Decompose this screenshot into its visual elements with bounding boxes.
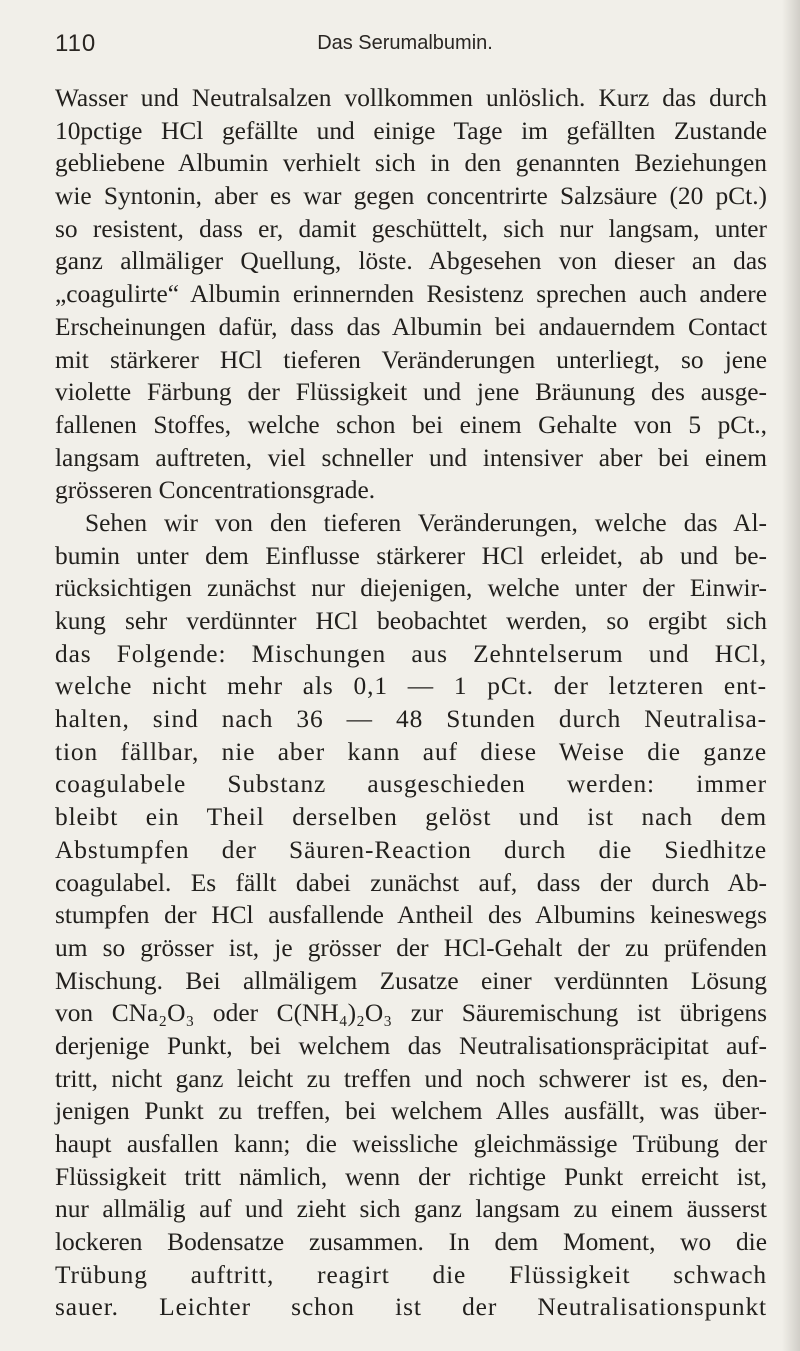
page-edge-shadow — [782, 0, 800, 1351]
text-line: langsam auftreten, viel schneller und intensiver aber bei einem — [55, 443, 767, 472]
emphasis-line: welche nicht mehr als 0,1 — 1 pCt. der letzteren ent- — [55, 672, 767, 701]
emphasis-line: coagulabele Substanz ausgeschieden werden: immer — [55, 770, 767, 799]
emphasis-line: tion fällbar, nie aber kann auf diese Weise die ganze — [55, 737, 767, 766]
text-line: von CNa₂O₃ oder C(NH₄)₂O₃ zur Säuremischung ist übrigens — [55, 999, 767, 1028]
text-line: „coagulirte“ Albumin erinnernden Resistenz sprechen auch andere — [55, 280, 767, 309]
text-line: nur allmälig auf und zieht sich ganz langsam zu einem äusserst — [55, 1195, 767, 1224]
emphasis-line: halten, sind nach 36 — 48 Stunden durch Neutralisa- — [55, 705, 767, 734]
text-line: bumin unter dem Einflusse stärkerer HCl erleidet, ab und be- — [55, 541, 767, 570]
text-line: Mischung. Bei allmäligem Zusatze einer verdünnten Lösung — [55, 966, 767, 995]
text-line: mit stärkerer HCl tieferen Veränderungen unterliegt, so jene — [55, 345, 767, 374]
text-line: gebliebene Albumin verhielt sich in den genannten Beziehungen — [55, 149, 767, 178]
text-line: kung sehr verdünnter HCl beobachtet werden, so ergibt sich — [55, 607, 767, 635]
emphasis-line: Abstumpfen der Säuren-Reaction durch die Siedhitze — [55, 835, 767, 864]
text-line: ganz allmäliger Quellung, löste. Abgesehen von dieser an das — [55, 247, 767, 276]
page-number: 110 — [55, 30, 97, 57]
emphasis-line: bleibt ein Theil derselben gelöst und ist nach dem — [55, 803, 767, 832]
emphasis-line: sauer. Leichter schon ist der Neutralisationspunkt — [55, 1293, 767, 1322]
text-line: um so grösser ist, je grösser der HCl-Gehalt der zu prüfenden — [55, 933, 767, 962]
text-line: lockeren Bodensatze zusammen. In dem Moment, wo die — [55, 1228, 767, 1257]
text-line: Flüssigkeit tritt nämlich, wenn der richtige Punkt erreicht ist, — [55, 1162, 767, 1191]
text-line: grösseren Concentrationsgrade. — [55, 476, 376, 505]
text-line: jenigen Punkt zu treffen, bei welchem Alles ausfällt, was über- — [55, 1097, 767, 1126]
running-head — [55, 30, 755, 62]
text-line: fallenen Stoffes, welche schon bei einem Gehalte von 5 pCt., — [55, 410, 767, 439]
text-line: rücksichtigen zunächst nur diejenigen, welche unter der Einwir- — [55, 574, 767, 603]
text-line: derjenige Punkt, bei welchem das Neutralisationspräcipitat auf- — [55, 1031, 767, 1060]
text-line: violette Färbung der Flüssigkeit und jene Bräunung des ausge- — [55, 378, 767, 407]
emphasis-line: Trübung auftritt, reagirt die Flüssigkeit schwach — [55, 1260, 767, 1289]
text-line: tritt, nicht ganz leicht zu treffen und noch schwerer ist es, den- — [55, 1064, 767, 1093]
header-title: Das Serumalbumin. — [317, 32, 493, 54]
text-line: 10pctige HCl gefällte und einige Tage im gefällten Zustande — [55, 116, 767, 145]
body-text — [55, 82, 767, 1324]
text-line: stumpfen der HCl ausfallende Antheil des Albumins keineswegs — [55, 901, 767, 930]
text-line: Erscheinungen dafür, dass das Albumin bei andauerndem Contact — [55, 312, 767, 341]
text-line: coagulabel. Es fällt dabei zunächst auf, dass der durch Ab- — [55, 868, 767, 897]
text-line: so resistent, dass er, damit geschüttelt, sich nur langsam, unter — [55, 214, 767, 243]
paragraph-first-line: Sehen wir von den tieferen Veränderungen, welche das Al- — [85, 508, 767, 537]
text-line: wie Syntonin, aber es war gegen concentrirte Salzsäure (20 pCt.) — [55, 182, 767, 211]
text-line: haupt ausfallen kann; die weissliche gleichmässige Trübung der — [55, 1130, 767, 1158]
text-line: Wasser und Neutralsalzen vollkommen unlöslich. Kurz das durch — [55, 84, 767, 112]
emphasis-line: das Folgende: Mischungen aus Zehntelserum und HCl, — [55, 639, 767, 668]
